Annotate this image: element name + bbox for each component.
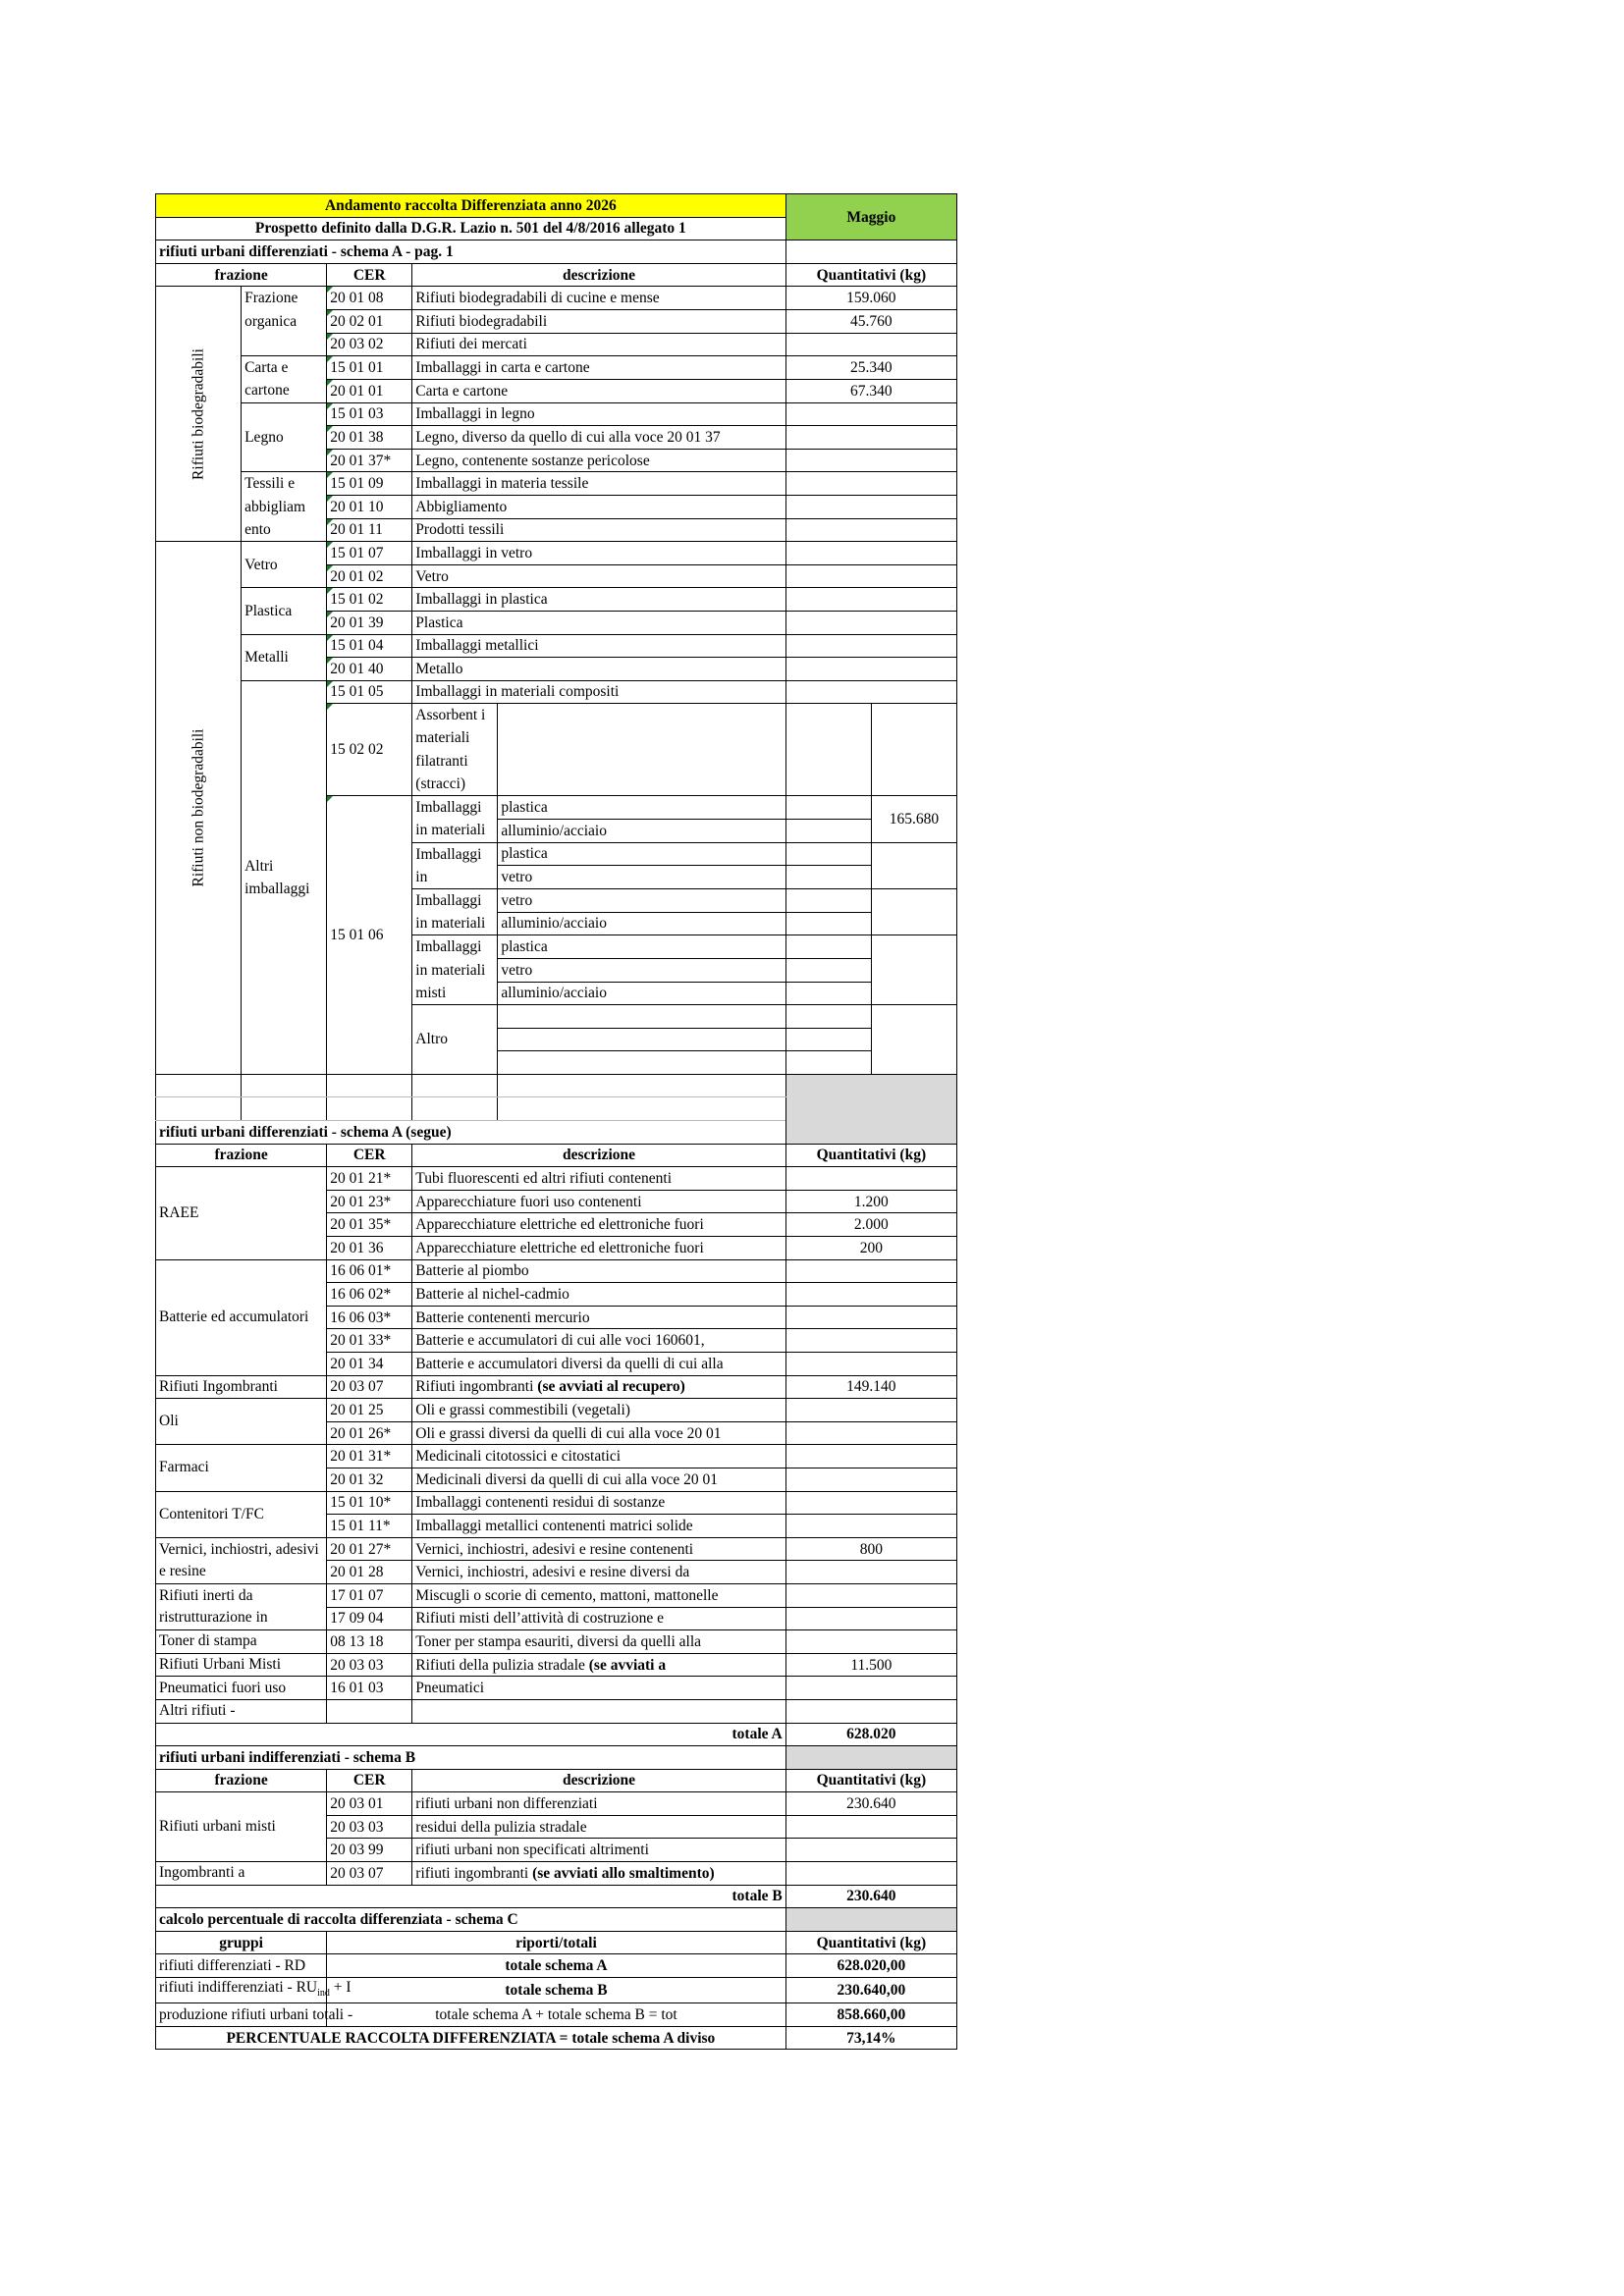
- cer-description: Apparecchiature elettriche ed elettroniche fuori: [412, 1237, 785, 1260]
- col-frazione: frazione: [156, 263, 327, 287]
- ref-ru: totale schema B: [327, 1978, 786, 2003]
- material-vetro: vetro: [498, 866, 785, 889]
- material-blank: [498, 1005, 785, 1029]
- frazione-label: Vernici, inchiostri, adesivi e resine: [156, 1537, 327, 1583]
- cer-code: 20 03 03: [327, 1653, 412, 1677]
- cer-code: 08 13 18: [327, 1630, 412, 1654]
- quantity-sum-cell: 165.680: [871, 796, 956, 842]
- table-row: [156, 1167, 957, 1191]
- cer-code: 16 06 03*: [327, 1306, 412, 1329]
- frazione-label: Rifiuti Ingombranti: [156, 1375, 327, 1399]
- quantity-sum-cell: [871, 704, 956, 796]
- cer-code: 20 01 11: [327, 518, 412, 542]
- cer-code: 20 01 38: [327, 426, 412, 450]
- table-row: [156, 1862, 957, 1886]
- group-rd: rifiuti differenziati - RD: [156, 1954, 327, 1978]
- cer-description: Apparecchiature elettriche ed elettroniche fuori: [412, 1213, 785, 1237]
- quantity-cell: [785, 1028, 871, 1051]
- material-alluminio: alluminio/acciaio: [498, 912, 785, 935]
- table-row: [156, 1630, 957, 1654]
- quantity-cell: [785, 842, 871, 866]
- quantity-cell: [785, 1607, 956, 1630]
- quantity-cell: [785, 658, 956, 681]
- frazione-label: Farmaci: [156, 1445, 327, 1491]
- cer-code: 15 01 10*: [327, 1491, 412, 1515]
- col-descrizione: descrizione: [412, 1769, 785, 1792]
- section-title-a1: rifiuti urbani differenziati - schema A - pag. 1: [156, 240, 786, 264]
- spacer-cell: [327, 1074, 412, 1097]
- cer-description: Batterie al nichel-cadmio: [412, 1283, 785, 1307]
- cer-code: 17 01 07: [327, 1583, 412, 1607]
- description-emphasis: (se avviati al recupero): [537, 1378, 685, 1396]
- quantity-cell: 800: [785, 1537, 956, 1561]
- grey-filler: [785, 1074, 956, 1144]
- quantity-cell: [785, 1491, 956, 1515]
- cer-code: 20 01 34: [327, 1353, 412, 1376]
- cer-code: 15 01 05: [327, 680, 412, 704]
- col-quantitativi: Quantitativi (kg): [785, 1931, 956, 1954]
- quantity-cell: 230.640: [785, 1792, 956, 1816]
- col-quantitativi: Quantitativi (kg): [785, 263, 956, 287]
- col-descrizione: descrizione: [412, 263, 785, 287]
- frazione-label: Rifiuti Urbani Misti: [156, 1653, 327, 1677]
- table-row: [156, 1699, 957, 1723]
- cer-description: Batterie e accumulatori di cui alle voci 160601,: [412, 1329, 785, 1353]
- cer-code: 17 09 04: [327, 1607, 412, 1630]
- frazione-carta: Carta e cartone: [242, 356, 327, 402]
- cer-code: 15 01 07: [327, 542, 412, 565]
- cer-code: 20 01 39: [327, 611, 412, 634]
- raccolta-table: [155, 193, 957, 2050]
- frazione-label: Oli: [156, 1399, 327, 1445]
- cer-code: 20 01 32: [327, 1468, 412, 1491]
- cer-code: 16 06 01*: [327, 1259, 412, 1283]
- cer-code: 20 01 26*: [327, 1421, 412, 1445]
- report-title: Andamento raccolta Differenziata anno 2026: [156, 194, 786, 218]
- quantity-cell: [785, 819, 871, 842]
- col-cer: CER: [327, 1769, 412, 1792]
- grey-filler: [785, 1746, 956, 1770]
- description-emphasis: (se avviati a: [588, 1656, 667, 1674]
- cer-description: Imballaggi in materiali compositi: [412, 680, 785, 704]
- table-row: [156, 1792, 957, 1816]
- sub-imballaggi-materiali: Imballaggi in materiali: [412, 796, 498, 842]
- material-vetro: vetro: [498, 958, 785, 982]
- cer-description: rifiuti urbani non differenziati: [412, 1792, 785, 1816]
- cer-description: Medicinali diversi da quelli di cui alla voce 20 01: [412, 1468, 785, 1491]
- frazione-label: Toner di stampa: [156, 1630, 327, 1654]
- cer-description: Vernici, inchiostri, adesivi e resine diversi da: [412, 1561, 785, 1584]
- cer-description: Imballaggi in materia tessile: [412, 472, 785, 496]
- frazione-label: Rifiuti urbani misti: [156, 1792, 327, 1862]
- ref-tot: totale schema A + totale schema B = tot: [327, 2003, 786, 2027]
- cer-code: 20 01 08: [327, 287, 412, 310]
- material-alluminio: alluminio/acciaio: [498, 982, 785, 1005]
- cer-description: rifiuti urbani non specificati altrimenti: [412, 1839, 785, 1862]
- cer-code: 20 01 31*: [327, 1445, 412, 1468]
- quantity-cell: 1.200: [785, 1190, 956, 1213]
- material-plastica: plastica: [498, 796, 785, 820]
- grey-filler: [785, 1908, 956, 1932]
- cer-description: Imballaggi in vetro: [412, 542, 785, 565]
- cer-description: Prodotti tessili: [412, 518, 785, 542]
- quantity-cell: [785, 1167, 956, 1191]
- cer-code: 20 02 01: [327, 309, 412, 333]
- cer-code: 15 01 02: [327, 588, 412, 612]
- total-a-value: 628.020: [785, 1723, 956, 1746]
- cer-description: Legno, contenente sostanze pericolose: [412, 449, 785, 472]
- ref-rd: totale schema A: [327, 1954, 786, 1978]
- quantity-sum-cell: [871, 1005, 956, 1075]
- quantity-cell: [785, 680, 956, 704]
- cer-description: Imballaggi metallici: [412, 634, 785, 658]
- quantity-cell: [785, 1421, 956, 1445]
- cer-code: 15 01 09: [327, 472, 412, 496]
- frazione-organica: Frazione organica: [242, 287, 327, 356]
- quantity-cell: [785, 1515, 956, 1538]
- cer-description: Imballaggi in carta e cartone: [412, 356, 785, 380]
- quantity-cell: 45.760: [785, 309, 956, 333]
- frazione-label: Rifiuti inerti da ristrutturazione in: [156, 1583, 327, 1629]
- quantity-cell: [785, 1862, 956, 1886]
- col-frazione: frazione: [156, 1144, 327, 1167]
- quantity-cell: [785, 1630, 956, 1654]
- spacer-cell: [327, 1097, 412, 1121]
- quantity-cell: [785, 402, 956, 426]
- frazione-tessili: Tessili e abbigliam ento: [242, 472, 327, 542]
- material-plastica: plastica: [498, 842, 785, 866]
- cer-description: Rifiuti biodegradabili: [412, 309, 785, 333]
- quantity-cell: 67.340: [785, 379, 956, 402]
- cer-code: 20 01 10: [327, 495, 412, 518]
- cer-description: Pneumatici: [412, 1677, 785, 1700]
- cer-code: 20 03 07: [327, 1862, 412, 1886]
- cer-code: [327, 1699, 412, 1723]
- material-vetro: vetro: [498, 888, 785, 912]
- quantity-cell: [785, 1259, 956, 1283]
- cer-code: 20 01 28: [327, 1561, 412, 1584]
- cer-description: Carta e cartone: [412, 379, 785, 402]
- section-title-a2: rifiuti urbani differenziati - schema A (segue): [156, 1121, 786, 1145]
- quantity-cell: [785, 449, 956, 472]
- cer-code: 20 01 37*: [327, 449, 412, 472]
- cer-description: Vetro: [412, 564, 785, 588]
- quantity-cell: 149.140: [785, 1375, 956, 1399]
- table-row: [156, 1583, 957, 1607]
- cer-description: Imballaggi contenenti residui di sostanze: [412, 1491, 785, 1515]
- quantity-cell: 2.000: [785, 1213, 956, 1237]
- spacer-cell: [242, 1074, 327, 1097]
- quantity-cell: [785, 333, 956, 356]
- cer-code: 20 03 03: [327, 1815, 412, 1839]
- quantity-cell: [785, 542, 956, 565]
- col-riporti: riporti/totali: [327, 1931, 786, 1954]
- sub-altro: Altro: [412, 1005, 498, 1075]
- sub-imballaggi-materiali: Imballaggi in materiali: [412, 888, 498, 934]
- frazione-vetro: Vetro: [242, 542, 327, 588]
- quantity-cell: [785, 1353, 956, 1376]
- month-blank-cell: [785, 240, 956, 264]
- spacer-cell: [156, 1097, 242, 1121]
- quantity-cell: [785, 518, 956, 542]
- material-blank: [498, 1028, 785, 1051]
- cer-description: Assorbent i materiali filatranti (stracci): [412, 704, 498, 796]
- total-a-label: totale A: [156, 1723, 786, 1746]
- spacer-cell: [498, 1097, 785, 1121]
- cer-code: 15 02 02: [327, 704, 412, 796]
- cer-code: 16 01 03: [327, 1677, 412, 1700]
- material-blank: [498, 1051, 785, 1075]
- frazione-label: Ingombranti a: [156, 1862, 327, 1886]
- material-alluminio: alluminio/acciaio: [498, 819, 785, 842]
- quantity-cell: [785, 1561, 956, 1584]
- quantity-cell: [785, 472, 956, 496]
- quantity-cell: [785, 1445, 956, 1468]
- cer-description: Plastica: [412, 611, 785, 634]
- quantity-cell: 25.340: [785, 356, 956, 380]
- cer-code: 20 01 40: [327, 658, 412, 681]
- month-header: Maggio: [785, 194, 956, 240]
- quantity-sum-cell: [871, 935, 956, 1005]
- cer-description: Batterie al piombo: [412, 1259, 785, 1283]
- col-descrizione: descrizione: [412, 1144, 785, 1167]
- cer-description: Oli e grassi commestibili (vegetali): [412, 1399, 785, 1422]
- quantity-cell: [785, 1005, 871, 1029]
- spacer-cell: [156, 1074, 242, 1097]
- quantity-cell: [785, 1468, 956, 1491]
- cer-description: Batterie contenenti mercurio: [412, 1306, 785, 1329]
- cer-description: Oli e grassi diversi da quelli di cui alla voce 20 01: [412, 1421, 785, 1445]
- quantity-cell: [785, 1839, 956, 1862]
- table-row: [156, 1677, 957, 1700]
- cer-code: 20 01 36: [327, 1237, 412, 1260]
- quantity-cell: [785, 634, 956, 658]
- total-b-label: totale B: [156, 1885, 786, 1908]
- col-gruppi: gruppi: [156, 1931, 327, 1954]
- cer-code: 15 01 11*: [327, 1515, 412, 1538]
- cer-description: Rifiuti dei mercati: [412, 333, 785, 356]
- percentage-value: 73,14%: [785, 2026, 956, 2050]
- quantity-cell: [785, 495, 956, 518]
- frazione-label: Contenitori T/FC: [156, 1491, 327, 1537]
- frazione-plastica: Plastica: [242, 588, 327, 634]
- cer-code: 20 01 25: [327, 1399, 412, 1422]
- cer-description: Rifiuti misti dell’attività di costruzione e: [412, 1607, 785, 1630]
- quantity-cell: [785, 611, 956, 634]
- quantity-cell: [785, 1399, 956, 1422]
- section-title-b: rifiuti urbani indifferenziati - schema B: [156, 1746, 786, 1770]
- cer-description: Tubi fluorescenti ed altri rifiuti contenenti: [412, 1167, 785, 1191]
- cer-description: Imballaggi metallici contenenti matrici solide: [412, 1515, 785, 1538]
- table-row: [156, 1653, 957, 1677]
- cer-description: Abbigliamento: [412, 495, 785, 518]
- cer-description: rifiuti ingombranti (se avviati allo smaltimento): [412, 1862, 785, 1886]
- cer-description: residui della pulizia stradale: [412, 1815, 785, 1839]
- cer-code: 15 01 06: [327, 796, 412, 1075]
- cer-code: 20 01 21*: [327, 1167, 412, 1191]
- col-cer: CER: [327, 263, 412, 287]
- frazione-label: Altri rifiuti -: [156, 1699, 327, 1723]
- col-quantitativi: Quantitativi (kg): [785, 1769, 956, 1792]
- cer-code: 20 01 23*: [327, 1190, 412, 1213]
- col-quantitativi: Quantitativi (kg): [785, 1144, 956, 1167]
- quantity-cell: [785, 1677, 956, 1700]
- frazione-label: Pneumatici fuori uso: [156, 1677, 327, 1700]
- cer-description: Vernici, inchiostri, adesivi e resine contenenti: [412, 1537, 785, 1561]
- cer-description: Toner per stampa esauriti, diversi da quelli alla: [412, 1630, 785, 1654]
- quantity-cell: [785, 1815, 956, 1839]
- quantity-cell: [785, 958, 871, 982]
- group-biodegradabili: Rifiuti biodegradabili: [156, 287, 242, 542]
- value-ru: 230.640,00: [785, 1978, 956, 2003]
- cer-code: 20 01 35*: [327, 1213, 412, 1237]
- quantity-cell: [785, 1699, 956, 1723]
- quantity-sum-cell: [871, 842, 956, 888]
- sub-imballaggi-materiali-misti: Imballaggi in materiali misti: [412, 935, 498, 1005]
- quantity-cell: [785, 426, 956, 450]
- group-tot: produzione rifiuti urbani totali -: [156, 2003, 327, 2027]
- cer-description: Metallo: [412, 658, 785, 681]
- quantity-cell: [785, 1306, 956, 1329]
- quantity-cell: 159.060: [785, 287, 956, 310]
- table-row: [156, 1491, 957, 1515]
- table-row: [156, 1445, 957, 1468]
- cer-code: 20 03 02: [327, 333, 412, 356]
- description-emphasis: (se avviati allo smaltimento): [532, 1864, 715, 1882]
- quantity-cell: [785, 888, 871, 912]
- cer-code: 20 01 02: [327, 564, 412, 588]
- table-row: [156, 1399, 957, 1422]
- quantity-cell: [785, 564, 956, 588]
- percentage-label: PERCENTUALE RACCOLTA DIFFERENZIATA = totale schema A diviso: [156, 2026, 786, 2050]
- cer-code: 16 06 02*: [327, 1283, 412, 1307]
- cer-description: Imballaggi in plastica: [412, 588, 785, 612]
- cer-code: 15 01 03: [327, 402, 412, 426]
- quantity-cell: [785, 796, 871, 820]
- cer-description: Medicinali citotossici e citostatici: [412, 1445, 785, 1468]
- quantity-cell: [785, 1329, 956, 1353]
- spacer-cell: [412, 1074, 498, 1097]
- cer-description: Rifiuti biodegradabili di cucine e mense: [412, 287, 785, 310]
- frazione-metalli: Metalli: [242, 634, 327, 680]
- cer-code: 20 03 99: [327, 1839, 412, 1862]
- quantity-cell: [785, 912, 871, 935]
- report-subtitle: Prospetto definito dalla D.G.R. Lazio n. 501 del 4/8/2016 allegato 1: [156, 217, 786, 240]
- value-tot: 858.660,00: [785, 2003, 956, 2027]
- table-row: [156, 1537, 957, 1561]
- cer-description: Apparecchiature fuori uso contenenti: [412, 1190, 785, 1213]
- col-frazione: frazione: [156, 1769, 327, 1792]
- cer-code: 20 01 27*: [327, 1537, 412, 1561]
- cer-code: 15 01 04: [327, 634, 412, 658]
- sub-imballaggi-in: Imballaggi in: [412, 842, 498, 888]
- cer-description: [412, 1699, 785, 1723]
- quantity-cell: [785, 1283, 956, 1307]
- cer-code: 20 03 01: [327, 1792, 412, 1816]
- total-b-value: 230.640: [785, 1885, 956, 1908]
- cer-description: Rifiuti ingombranti (se avviati al recupero): [412, 1375, 785, 1399]
- quantity-cell: [785, 588, 956, 612]
- cer-description: Rifiuti della pulizia stradale (se avviati a: [412, 1653, 785, 1677]
- col-cer: CER: [327, 1144, 412, 1167]
- cer-sub-description: [498, 704, 785, 796]
- quantity-cell: [785, 1583, 956, 1607]
- spacer-cell: [498, 1074, 785, 1097]
- frazione-label: Batterie ed accumulatori: [156, 1259, 327, 1375]
- cer-code: 20 03 07: [327, 1375, 412, 1399]
- table-row: [156, 1259, 957, 1283]
- table-row: [156, 1375, 957, 1399]
- cer-description: Legno, diverso da quello di cui alla voce 20 01 37: [412, 426, 785, 450]
- material-plastica: plastica: [498, 935, 785, 959]
- quantity-cell: [785, 982, 871, 1005]
- quantity-cell: [785, 704, 871, 796]
- spacer-cell: [412, 1097, 498, 1121]
- cer-code: 15 01 01: [327, 356, 412, 380]
- cer-code: 20 01 33*: [327, 1329, 412, 1353]
- cer-description: Batterie e accumulatori diversi da quelli di cui alla: [412, 1353, 785, 1376]
- quantity-cell: 11.500: [785, 1653, 956, 1677]
- frazione-altri-imballaggi: Altri imballaggi: [242, 680, 327, 1074]
- cer-description: Miscugli o scorie di cemento, mattoni, mattonelle: [412, 1583, 785, 1607]
- section-title-c: calcolo percentuale di raccolta differenziata - schema C: [156, 1908, 786, 1932]
- frazione-legno: Legno: [242, 402, 327, 472]
- quantity-cell: 200: [785, 1237, 956, 1260]
- group-non-biodegradabili: Rifiuti non biodegradabili: [156, 542, 242, 1075]
- quantity-cell: [785, 935, 871, 959]
- frazione-label: RAEE: [156, 1167, 327, 1259]
- spacer-cell: [242, 1097, 327, 1121]
- quantity-sum-cell: [871, 888, 956, 934]
- group-ru: rifiuti indifferenziati - $RU_{ind} + I$: [156, 1978, 327, 2003]
- cer-code: 20 01 01: [327, 379, 412, 402]
- value-rd: 628.020,00: [785, 1954, 956, 1978]
- quantity-cell: [785, 1051, 871, 1075]
- quantity-cell: [785, 866, 871, 889]
- cer-description: Imballaggi in legno: [412, 402, 785, 426]
